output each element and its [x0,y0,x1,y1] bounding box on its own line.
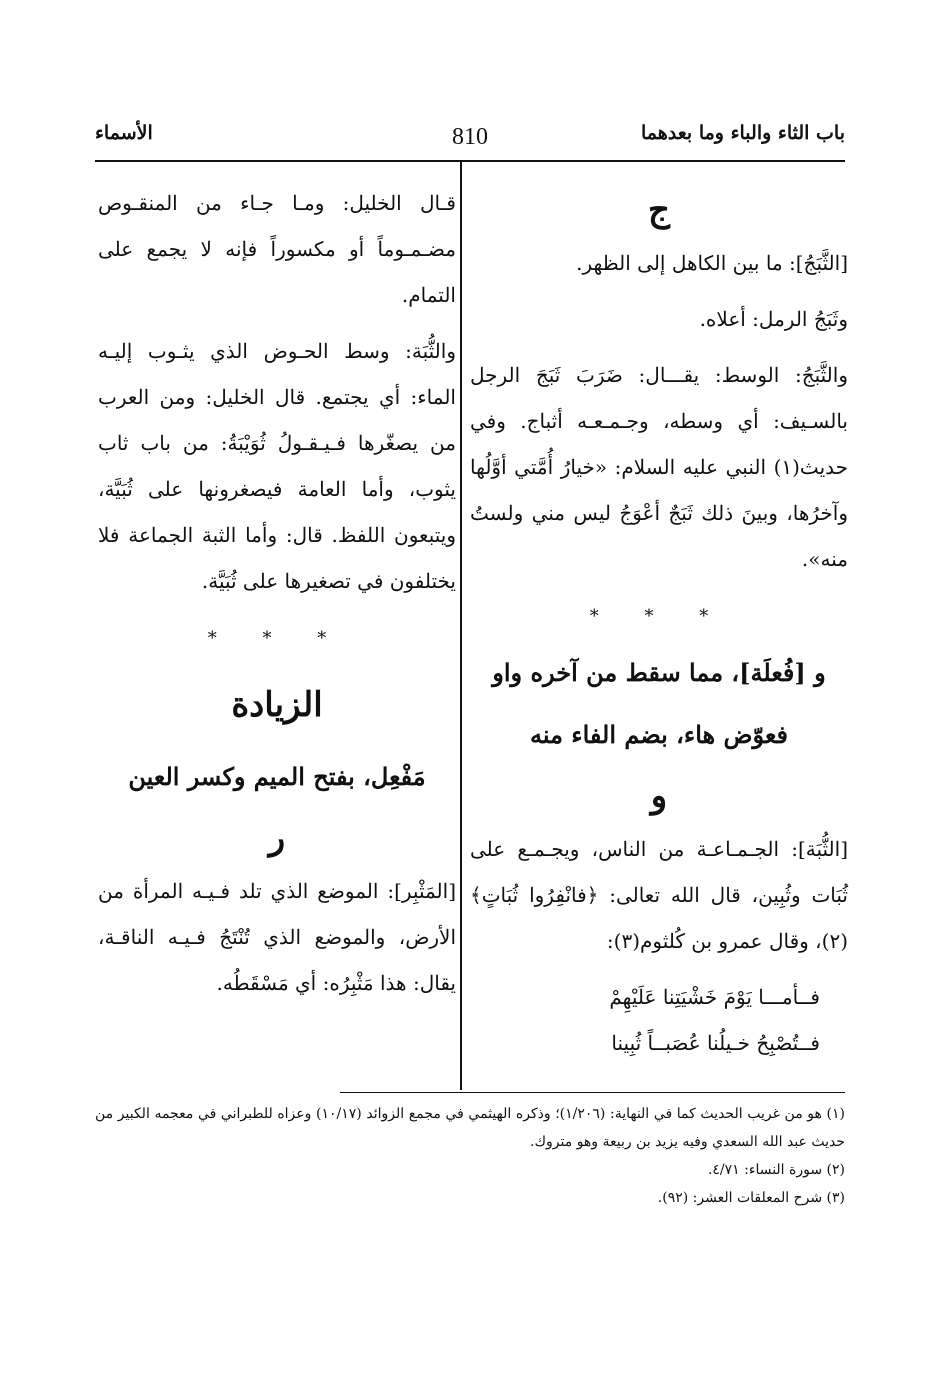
entry-thabaj-raml: وثَبَجُ الرمل: أعلاه. [699,307,848,331]
page-header [95,122,845,156]
section-name: الأسماء [95,122,153,144]
entry-thuba: [الثُّبَة]: الجـمـاعـة من الناس، ويجـمـع على ثُبَات وثُبِين، قال الله تعالى: ﴿فانْفِرُوا ثُبَاتٍ﴾(٢)، وقال عمرو بن كُلثوم(٣): [470,837,848,953]
column-divider [460,160,462,1090]
pattern-heading: و [فُعلَة]، مما سقط من آخره واو [492,658,826,687]
separator-stars-left: * * * [207,628,347,649]
pattern-subheading: فعوّض هاء، بضم الفاء منه [529,720,789,749]
verse-line-1: فــأمـــا يَوْمَ خَشْيَتِنا عَلَيْهِمْ [609,985,820,1009]
page-number: 810 [452,124,488,150]
header-rule [95,160,845,162]
right-column [470,180,848,1066]
letter-jim: ج [648,190,670,230]
left-column [98,180,456,1016]
entry-thabaj: [الثَّبَجُ]: ما بين الكاهل إلى الظهر. [576,251,848,275]
letter-waw: و [650,776,668,816]
section-title: الزيادة [231,685,323,725]
entry-thuba-hawd: والثُّبَة: وسط الحـوض الذي يثـوب إليـه الماء: أي يجتمع. قال الخليل: ومن العرب من يصغّرها فـيـقـولُ ثُوَيْبَةُ: من باب ثاب يثوب، وأما العامة فيصغرونها على ثُبَيَّة، ويتبعون اللفظ. قال: وأما الثبة الجماعة فلا يختلفون في تصغيرها على ثُبَيَّة. [98,339,456,593]
verse-line-2: فــتُصْبِحُ خـيلُنا عُصَبــاً ثُبِينا [611,1031,820,1055]
footnotes [95,1100,845,1212]
separator-stars: * * * [589,606,729,627]
footnote-1: (١) هو من غريب الحديث كما في النهاية: (١/٢٠٦)؛ وذكره الهيثمي في مجمع الزوائد (١٠/١٧) وعزاه للطبراني في معجمه الكبير من حديث عبد الله السعدي وفيه يزيد بن ربيعة وهو متروك. [95,1106,845,1150]
entry-mathbir: [المَثْبِر]: الموضع الذي تلد فـيـه المرأة من الأرض، والموضع الذي تُنْتَجُ فـيـه الناقـة، يقال: هذا مَثْبِرُه: أي مَسْقَطُه. [98,879,456,995]
footnote-3: (٣) شرح المعلقات العشر: (٩٢). [657,1190,845,1206]
letter-ra: ر [268,818,286,858]
chapter-title: باب الثاء والباء وما بعدهما [640,122,845,144]
footnote-2: (٢) سورة النساء: ٤/٧١. [707,1162,845,1178]
footnote-rule [340,1092,845,1093]
khalil-note: قـال الخليل: ومـا جـاء من المنقـوص مضـمـوماً أو مكسوراً فإنه لا يجمع على التمام. [98,191,456,307]
entry-thabaj-wasat: والثَّبَجُ: الوسط: يقـــال: ضَرَبَ ثَبَجَ الرجل بالسـيف: أي وسطه، وجـمـعـه أثباج. وفي حديث(١) النبي عليه السلام: «خيارُ أُمَّتي أوَّلُها وآخرُها، وبينَ ذلك ثَبَجٌ أعْوَجُ ليس مني ولستُ منه». [470,363,848,571]
pattern-heading-maf3il: مَفْعِل، بفتح الميم وكسر العين [128,762,426,791]
